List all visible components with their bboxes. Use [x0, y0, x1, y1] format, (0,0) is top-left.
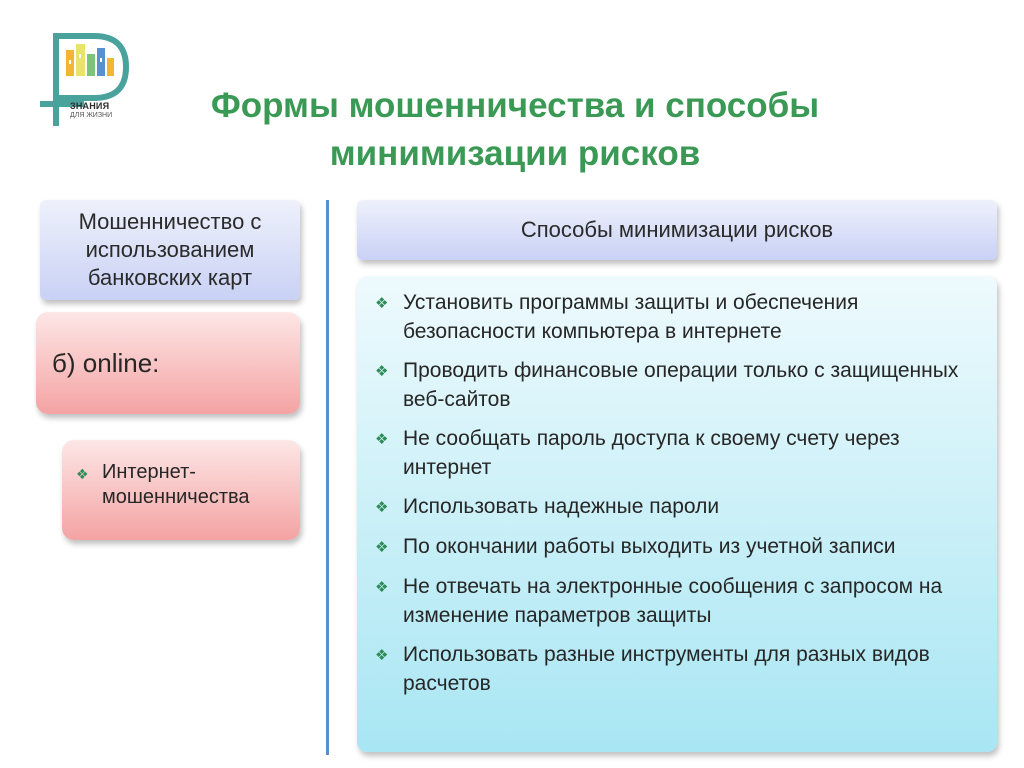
- list-item-text: Не отвечать на электронные сообщения с запросом на изменение параметров защиты: [403, 575, 943, 627]
- diamond-bullet-icon: ❖: [375, 579, 389, 596]
- fraud-type-box: [62, 440, 300, 540]
- diamond-bullet-icon: ❖: [375, 647, 389, 664]
- list-item-text: Установить программы защиты и обеспечения безопасности компьютера в интернете: [403, 291, 859, 343]
- logo-subtext: ДЛЯ ЖИЗНИ: [70, 112, 113, 119]
- list-item-text: Использовать разные инструменты для разных видов расчетов: [403, 643, 930, 695]
- list-item: [375, 640, 977, 698]
- page-title: [150, 82, 880, 178]
- logo-text: ЗНАНИЯ: [70, 101, 110, 111]
- left-header-text: Мошенничество с использованием банковских карт: [78, 209, 262, 290]
- diamond-bullet-icon: ❖: [375, 431, 389, 448]
- logo-caption: [70, 102, 126, 120]
- list-item: [375, 492, 977, 522]
- title-line-2: минимизации рисков: [329, 134, 701, 173]
- fraud-type-text: Интернет-мошенничества: [102, 461, 250, 508]
- list-item-text: Проводить финансовые операции только с защищенных веб-сайтов: [403, 359, 959, 411]
- right-header-box: [357, 200, 997, 260]
- list-item-text: Использовать надежные пароли: [403, 495, 720, 518]
- diamond-bullet-icon: ❖: [375, 295, 389, 312]
- list-item: [375, 356, 977, 414]
- list-item-text: Не сообщать пароль доступа к своему счету через интернет: [403, 427, 900, 479]
- list-item: [375, 532, 977, 562]
- subtype-text: б) online:: [52, 348, 160, 378]
- list-item-text: По окончании работы выходить из учетной записи: [403, 535, 896, 558]
- diamond-bullet-icon: ❖: [375, 539, 389, 556]
- measures-panel: [357, 276, 997, 752]
- diamond-bullet-icon: ❖: [375, 363, 389, 380]
- list-item: [375, 572, 977, 630]
- diamond-bullet-icon: ❖: [76, 466, 89, 482]
- subtype-box: [36, 312, 300, 414]
- title-line-1: Формы мошенничества и способы: [210, 86, 820, 125]
- right-header-text: Способы минимизации рисков: [520, 217, 834, 242]
- list-item: [375, 288, 977, 346]
- list-item: [375, 424, 977, 482]
- left-header-box: [40, 200, 300, 300]
- diamond-bullet-icon: ❖: [375, 499, 389, 516]
- vertical-divider: [326, 200, 329, 755]
